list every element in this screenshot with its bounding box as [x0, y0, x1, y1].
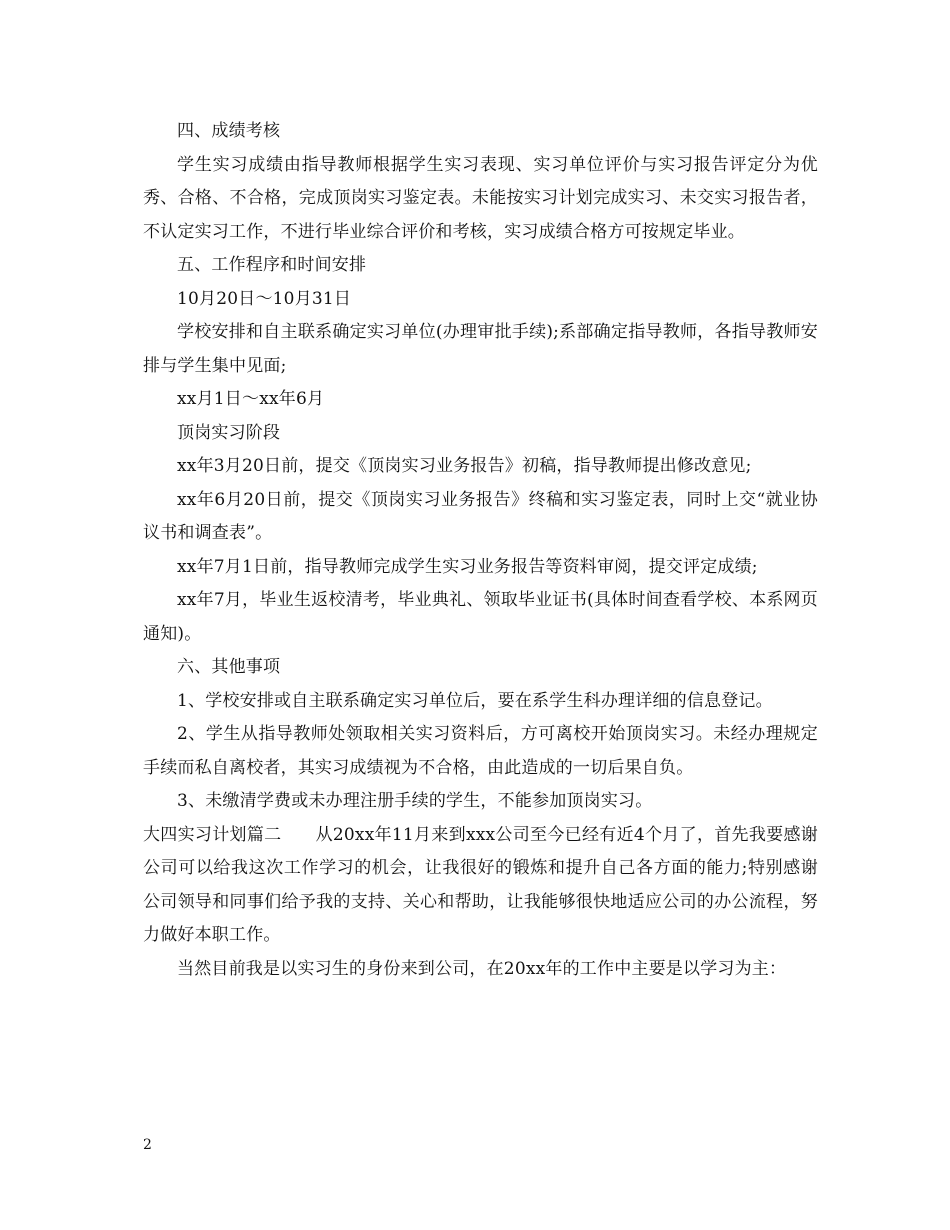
document-body [143, 115, 818, 986]
closing-paragraph: 当然目前我是以实习生的身份来到公司，在20xx年的工作中主要是以学习为主： [177, 958, 787, 979]
paragraph-unit-arrangement: 学校安排和自主联系确定实习单位(办理审批手续);系部确定指导教师，各指导教师安排与学生集中见面; [143, 322, 818, 376]
heading-work-procedure: 五、工作程序和时间安排 [177, 255, 367, 275]
section-two-text: 从20xx年11月来到xxx公司至今已经有近4个月了，首先我要感谢公司可以给我这次工作学习的机会，让我很好的锻炼和提升自己各方面的能力;特别感谢公司领导和同事们给予我的支持、关心和帮助，让我能够很快地适应公司的办公流程，努力做好本职工作。 [143, 824, 818, 945]
other-matter-3: 3、未缴清学费或未办理注册手续的学生，不能参加顶岗实习。 [177, 791, 653, 811]
other-matter-2: 2、学生从指导教师处领取相关实习资料后，方可离校开始顶岗实习。未经办理规定手续而私自离校者，其实习成绩视为不合格，由此造成的一切后果自负。 [143, 724, 818, 778]
heading-other-matters: 六、其他事项 [177, 657, 281, 677]
milestone-graduation: xx年7月，毕业生返校清考，毕业典礼、领取毕业证书(具体时间查看学校、本系网页通知)。 [143, 590, 818, 644]
milestone-review: xx年7月1日前，指导教师完成学生实习业务报告等资料审阅，提交评定成绩; [177, 556, 758, 577]
date-range-oct: 10月20日～10月31日 [177, 288, 352, 309]
milestone-final-report: xx年6月20日前，提交《顶岗实习业务报告》终稿和实习鉴定表，同时上交“就业协议书和调查表”。 [143, 489, 818, 543]
other-matter-1: 1、学校安排或自主联系确定实习单位后，要在系学生科办理详细的信息登记。 [177, 690, 773, 711]
milestone-draft-report: xx年3月20日前，提交《顶岗实习业务报告》初稿，指导教师提出修改意见; [177, 456, 752, 476]
internship-stage-label: 顶岗实习阶段 [177, 422, 281, 443]
section-two-paragraph [143, 819, 818, 953]
page-number: 2 [143, 1137, 152, 1153]
paragraph-grade-assessment: 学生实习成绩由指导教师根据学生实习表现、实习单位评价与实习报告评定分为优秀、合格、不合格，完成顶岗实习鉴定表。未能按实习计划完成实习、未交实习报告者，不认定实习工作，不进行毕业综合评价和考核，实习成绩合格方可按规定毕业。 [143, 154, 818, 242]
date-range-internship: xx月1日～xx年6月 [177, 389, 325, 409]
heading-grade-assessment: 四、成绩考核 [177, 121, 281, 141]
section-two-heading: 大四实习计划篇二 [143, 824, 282, 845]
